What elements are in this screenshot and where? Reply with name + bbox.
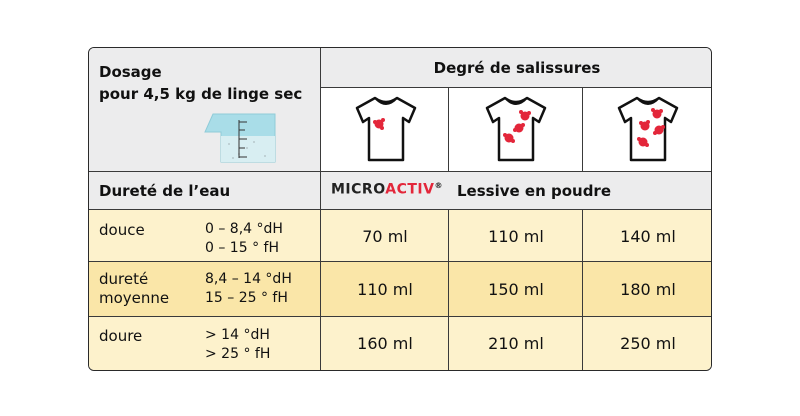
hardness-name: doure [99,327,143,345]
hardness-range-dh: 0 – 8,4 °dH [205,221,283,237]
hardness-name: dureté [99,270,149,288]
dose-value: 110 ml [357,280,413,299]
tshirt-medium-cell [449,88,583,172]
hardness-range-fh: 0 – 15 ° fH [205,240,279,256]
product-title: Lessive en poudre [457,182,612,200]
brand-activ: ACTIV [385,181,435,198]
hardness-name: douce [99,221,145,239]
hardness-range-dh: > 14 °dH [205,327,270,343]
hardness-range-fh: 15 – 25 ° fH [205,290,288,306]
soil-degree-title: Degré de salissures [433,59,601,77]
dosage-header-cell [89,48,321,172]
dosage-subtitle: pour 4,5 kg de linge sec [99,85,303,103]
grid-line [321,87,712,88]
dose-value: 180 ml [620,280,676,299]
tshirt-light-cell [321,88,449,172]
hardness-range-fh: > 25 ° fH [205,346,271,362]
dose-value: 250 ml [620,333,676,353]
product-header [321,172,712,210]
brand-logo [331,181,443,198]
dose-value: 160 ml [357,333,413,353]
dose-value: 210 ml [488,333,544,353]
tshirt-light-stain-icon [355,94,417,164]
grid-line [89,261,712,262]
grid-line [89,171,712,172]
tshirt-heavy-cell [583,88,712,172]
dose-value: 140 ml [620,226,676,246]
grid-line [448,210,449,371]
measuring-cup-icon [199,110,279,166]
tshirt-heavy-stain-icon [617,94,679,164]
dose-value: 150 ml [488,280,544,299]
grid-line [448,88,449,172]
water-hardness-title: Dureté de l’eau [99,182,231,200]
dosage-table [88,47,712,371]
hardness-name-line2: moyenne [99,289,170,307]
grid-line [582,210,583,371]
tshirt-medium-stain-icon [485,94,547,164]
dose-value: 70 ml [362,226,408,246]
grid-line [582,88,583,172]
hardness-range-dh: 8,4 – 14 °dH [205,271,292,287]
brand-registered: ® [434,181,443,190]
water-hardness-header [89,172,321,210]
grid-line [89,316,712,317]
soil-degree-header [321,48,712,88]
brand-micro: MICRO [331,181,386,198]
grid-line [89,209,712,210]
dosage-title: Dosage [99,63,162,81]
dose-value: 110 ml [488,226,544,246]
